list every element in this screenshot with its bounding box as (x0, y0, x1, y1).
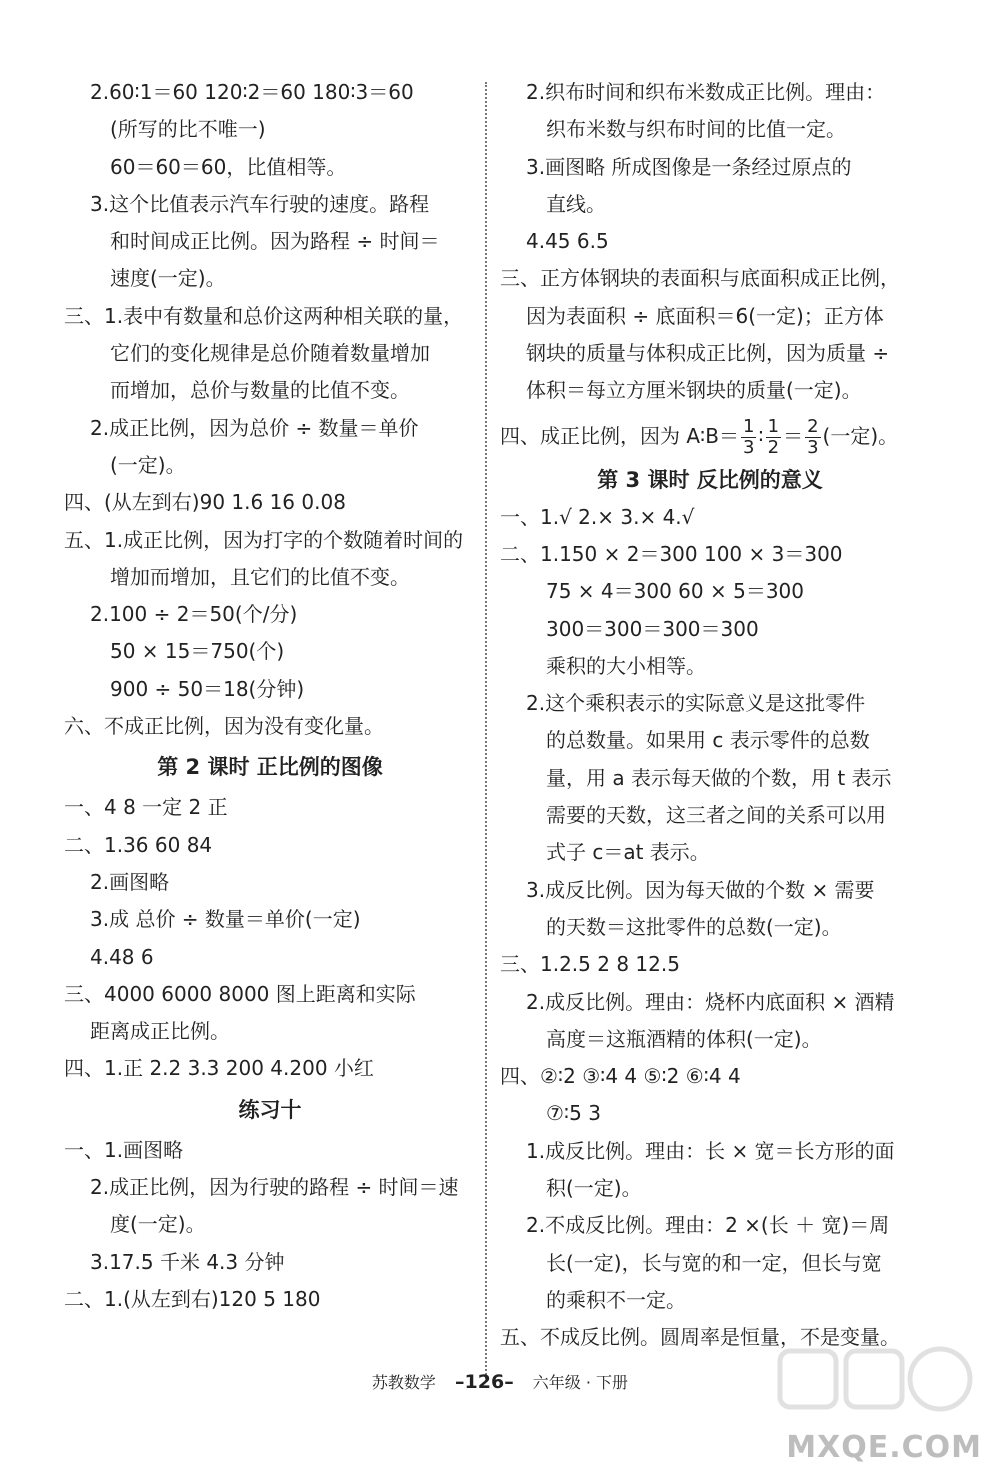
answer-line: 三、正方体钢块的表面积与底面积成正比例， (500, 266, 900, 291)
answer-line: 75 × 4＝300 60 × 5＝300 (546, 579, 804, 604)
answer-line: 二、1.150 × 2＝300 100 × 3＝300 (500, 541, 843, 566)
answer-line: 它们的变化规律是总价随着数量增加 (110, 341, 430, 366)
section-heading: 第 2 课时 正比例的图像 (157, 755, 383, 780)
answer-line: 需要的天数，这三者之间的关系可以用 (546, 803, 886, 828)
answer-line: 增加而增加，且它们的比值不变。 (110, 564, 410, 589)
answer-line: 三、4000 6000 8000 图上距离和实际 (64, 981, 416, 1006)
answer-line: 2.这个乘积表示的实际意义是这批零件 (526, 691, 866, 716)
answer-line: 二、1.36 60 84 (64, 832, 213, 857)
answer-line: 和时间成正比例。因为路程 ÷ 时间＝ (110, 229, 440, 254)
answer-line: 的天数＝这批零件的总数(一定)。 (546, 914, 842, 939)
answer-line: 二、1.(从左到右)120 5 180 (64, 1286, 321, 1311)
fraction-one-third: $\frac{1}{3}$ (742, 415, 755, 458)
watermark-text: MXQE.COM (786, 1430, 982, 1465)
footer-subject: 苏教数学 (371, 1373, 436, 1392)
answer-line: 式子 c＝at 表示。 (546, 840, 710, 865)
answer-line: 五、1.成正比例，因为打字的个数随着时间的 (64, 527, 464, 552)
left-column (64, 74, 476, 1318)
fraction-prefix: 四、成正比例，因为 A∶B＝ (500, 423, 739, 448)
page-number: –126– (455, 1371, 514, 1393)
footer-grade: 六年级 · 下册 (532, 1373, 629, 1392)
column-divider (485, 82, 487, 1382)
answer-line: 300＝300＝300＝300 (546, 616, 759, 641)
answer-line: 六、不成正比例，因为没有变化量。 (64, 714, 384, 739)
answer-line: 2.成正比例，因为总价 ÷ 数量＝单价 (90, 415, 419, 440)
answer-line: 2.100 ÷ 2＝50(个/分) (90, 602, 298, 627)
answer-line: 乘积的大小相等。 (546, 653, 706, 678)
fraction-suffix: (一定)。 (822, 423, 899, 448)
answer-line: 织布米数与织布时间的比值一定。 (546, 117, 846, 142)
answer-line: 积(一定)。 (546, 1176, 642, 1201)
answer-line: 900 ÷ 50＝18(分钟) (110, 676, 305, 701)
answer-line: 1.成反比例。理由：长 × 宽＝长方形的面 (526, 1138, 895, 1163)
answer-line: 3.17.5 千米 4.3 分钟 (90, 1249, 285, 1274)
answer-line: 钢块的质量与体积成正比例，因为质量 ÷ (526, 341, 890, 366)
answer-line: 50 × 15＝750(个) (110, 639, 285, 664)
answer-line: 的乘积不一定。 (546, 1287, 686, 1312)
answer-line: 2.成反比例。理由：烧杯内底面积 × 酒精 (526, 989, 895, 1014)
answer-line: 2.织布时间和织布米数成正比例。理由： (526, 80, 886, 104)
right-column (500, 74, 920, 1357)
answer-line: 一、4 8 一定 2 正 (64, 795, 228, 820)
answer-line: 2.成正比例，因为行驶的路程 ÷ 时间＝速 (90, 1175, 459, 1200)
answer-line: 长(一定)，长与宽的和一定，但长与宽 (546, 1250, 882, 1275)
answer-line: 的总数量。如果用 c 表示零件的总数 (546, 728, 870, 753)
answer-line: 2.60∶1＝60 120∶2＝60 180∶3＝60 (90, 80, 414, 104)
answer-line: 60＝60＝60，比值相等。 (110, 154, 347, 179)
answer-line: 3.成反比例。因为每天做的个数 × 需要 (526, 877, 875, 902)
fraction-two-thirds: $\frac{2}{3}$ (807, 415, 819, 458)
answer-line: 4.45 6.5 (526, 229, 609, 254)
answer-line: 3.画图略 所成图像是一条经过原点的 (526, 154, 852, 179)
answer-line: (所写的比不唯一) (110, 117, 266, 142)
section-heading: 练习十 (238, 1097, 302, 1122)
answer-line: 五、不成反比例。圆周率是恒量，不是变量。 (500, 1325, 900, 1350)
answer-line: 四、(从左到右)90 1.6 16 0.08 (64, 490, 346, 515)
proportion-fraction-line: 四、成正比例，因为 A∶B＝ $\frac{1}{3}$ ∶ $\frac{1}{2}$ ＝ $\frac{2}{3}$ (一定)。 (500, 415, 899, 458)
answer-line: 3.成 总价 ÷ 数量＝单价(一定) (90, 907, 361, 932)
answer-line: 因为表面积 ÷ 底面积＝6(一定)；正方体 (526, 303, 884, 328)
answer-line: 四、1.正 2.2 3.3 200 4.200 小红 (64, 1056, 374, 1081)
answer-line: 4.48 6 (90, 944, 154, 969)
answer-line: 一、1.画图略 (64, 1137, 184, 1162)
answer-line: (一定)。 (110, 452, 186, 477)
answer-line: 三、1.2.5 2 8 12.5 (500, 952, 680, 977)
answer-line: 三、1.表中有数量和总价这两种相关联的量， (64, 303, 464, 328)
answer-line: 体积＝每立方厘米钢块的质量(一定)。 (526, 378, 862, 403)
answer-line: 高度＝这瓶酒精的体积(一定)。 (546, 1026, 822, 1051)
answer-line: 一、1.√ 2.× 3.× 4.√ (500, 504, 695, 529)
answer-line: 距离成正比例。 (90, 1019, 230, 1044)
section-heading: 第 3 课时 反比例的意义 (597, 467, 823, 492)
fraction-one-half: $\frac{1}{2}$ (767, 415, 780, 458)
answer-line: ⑦∶5 3 (546, 1101, 601, 1126)
answer-line: 四、②∶2 ③∶4 4 ⑤∶2 ⑥∶4 4 (500, 1064, 741, 1089)
answer-line: 量，用 a 表示每天做的个数，用 t 表示 (546, 765, 892, 790)
answer-line: 3.这个比值表示汽车行驶的速度。路程 (90, 191, 430, 216)
answer-line: 直线。 (546, 191, 606, 216)
answer-line: 2.不成反比例。理由：2 ×(长 ＋ 宽)＝周 (526, 1213, 890, 1238)
answer-line: 速度(一定)。 (110, 266, 226, 291)
answer-line: 度(一定)。 (110, 1212, 206, 1237)
answer-line: 2.画图略 (90, 869, 170, 894)
answer-line: 而增加，总价与数量的比值不变。 (110, 378, 410, 403)
